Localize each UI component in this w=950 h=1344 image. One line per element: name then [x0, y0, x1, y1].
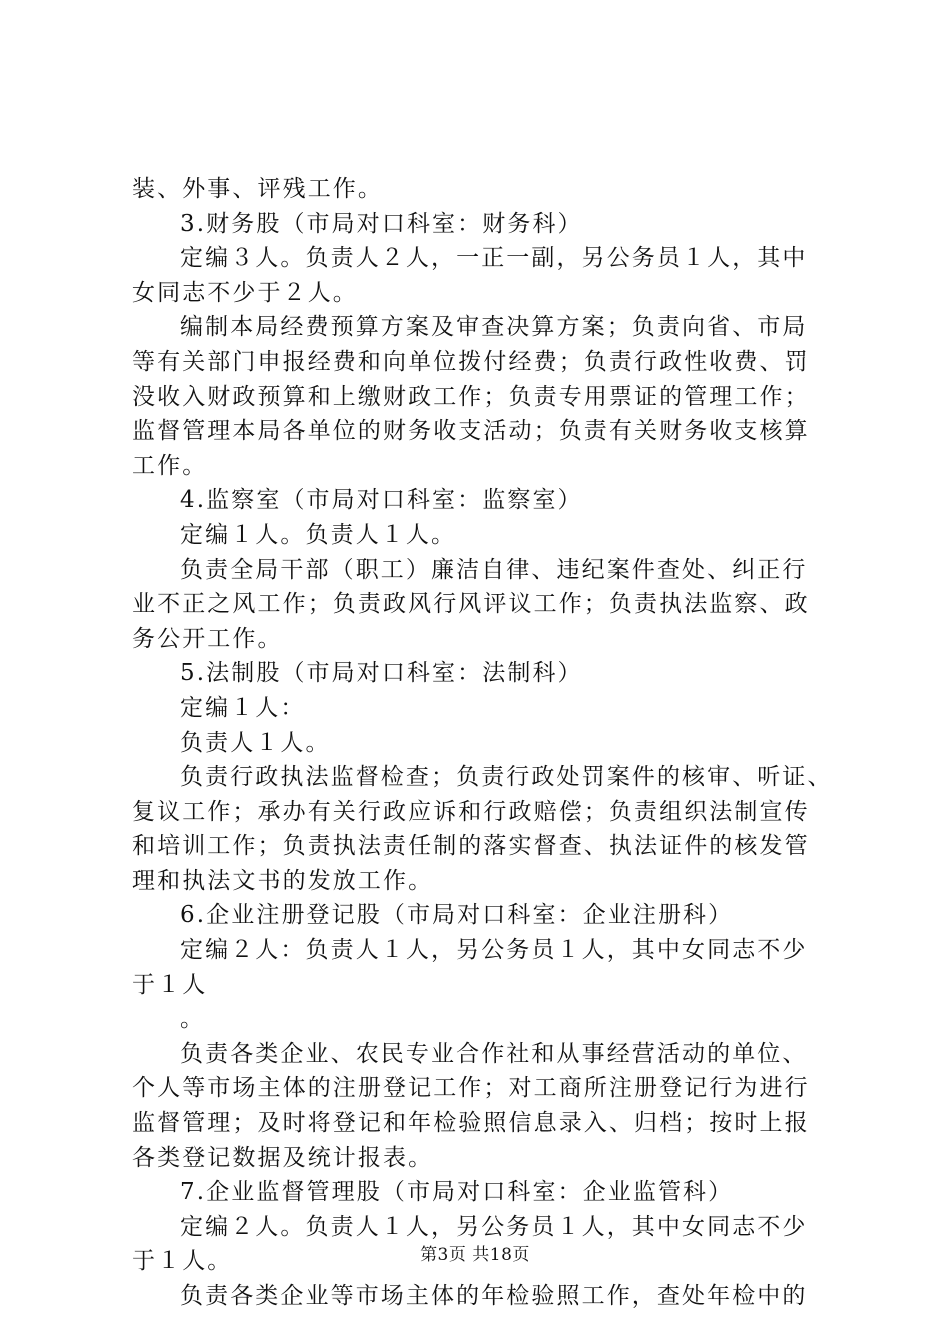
text-line: 于１人。 — [132, 1248, 233, 1275]
text-line: 负责全局干部（职工）廉洁自律、违纪案件查处、纠正行 — [180, 556, 808, 583]
text-line: 5.法制股（市局对口科室：法制科） — [180, 660, 583, 687]
page-footer: 第3页 共18页 — [420, 1245, 530, 1265]
text-line: 务公开工作。 — [132, 625, 283, 652]
text-line: 监督管理；及时将登记和年检验照信息录入、归档；按时上报 — [132, 1110, 810, 1137]
text-line: 没收入财政预算和上缴财政工作；负责专用票证的管理工作； — [132, 383, 810, 410]
text-line: 业不正之风工作；负责政风行风评议工作；负责执法监察、政 — [132, 591, 810, 618]
text-line: 负责行政执法监督检查；负责行政处罚案件的核审、听证、 — [180, 764, 833, 791]
text-line: 装、外事、评残工作。 — [132, 176, 383, 202]
text-line: 4.监察室（市局对口科室：监察室） — [180, 487, 583, 514]
text-line: 编制本局经费预算方案及审查决算方案；负责向省、市局 — [180, 314, 808, 341]
text-line: 个人等市场主体的注册登记工作；对工商所注册登记行为进行 — [132, 1075, 810, 1102]
text-line: 负责各类企业等市场主体的年检验照工作，查处年检中的 — [180, 1283, 808, 1309]
text-line: 负责人１人。 — [180, 729, 331, 756]
text-line: 工作。 — [132, 452, 208, 479]
text-line: 复议工作；承办有关行政应诉和行政赔偿；负责组织法制宣传 — [132, 798, 810, 825]
text-line: 定编３人。负责人２人，一正一副，另公务员１人，其中 — [180, 245, 808, 272]
text-line: 理和执法文书的发放工作。 — [132, 867, 434, 894]
text-line: 3.财务股（市局对口科室：财务科） — [180, 210, 583, 237]
text-line: 6.企业注册登记股（市局对口科室：企业注册科） — [180, 902, 734, 929]
document-body — [132, 172, 832, 1314]
text-line: 定编１人。负责人１人。 — [180, 521, 457, 548]
text-line: 负责各类企业、农民专业合作社和从事经营活动的单位、 — [180, 1040, 808, 1067]
text-line: 定编２人。负责人１人，另公务员１人，其中女同志不少 — [180, 1213, 808, 1240]
text-line: 等有关部门申报经费和向单位拨付经费；负责行政性收费、罚 — [132, 348, 810, 375]
text-line: 定编２人：负责人１人，另公务员１人，其中女同志不少 — [180, 937, 808, 964]
text-line: 和培训工作；负责执法责任制的落实督查、执法证件的核发管 — [132, 833, 810, 860]
text-line: 女同志不少于２人。 — [132, 279, 358, 306]
text-line: 各类登记数据及统计报表。 — [132, 1144, 434, 1171]
text-line: 监督管理本局各单位的财务收支活动；负责有关财务收支核算 — [132, 418, 810, 445]
text-line: 于１人 — [132, 971, 208, 998]
text-line: 。 — [180, 1006, 206, 1033]
text-line: 7.企业监督管理股（市局对口科室：企业监管科） — [180, 1179, 734, 1206]
text-line: 定编１人： — [180, 694, 306, 721]
